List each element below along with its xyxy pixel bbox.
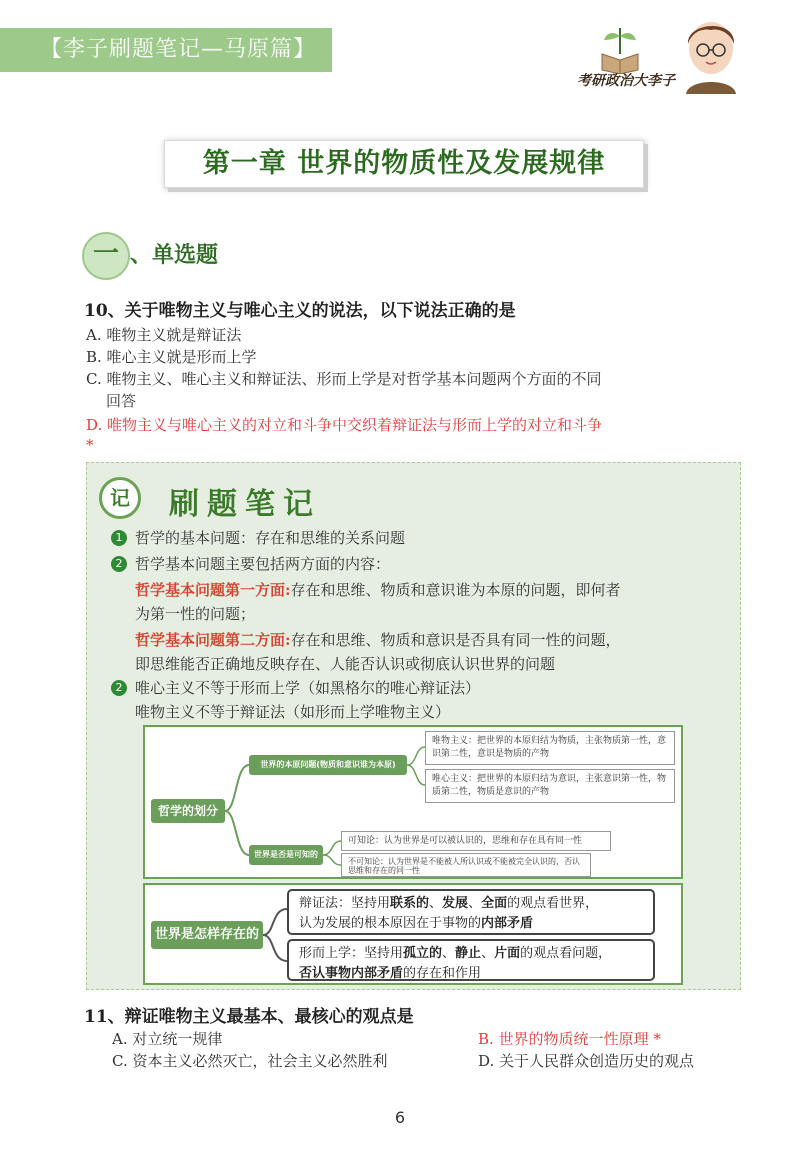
diagram1-leaf-idealism: 唯心主义：把世界的本原归结为意识，主张意识第一性，物质第二性，物质是意识的产物 [425, 769, 675, 803]
question-10-option-c: C. 唯物主义、唯心主义和辩证法、形而上学是对哲学基本问题两个方面的不同 [86, 370, 602, 388]
question-11-option-c: C. 资本主义必然灭亡，社会主义必然胜利 [112, 1052, 388, 1070]
diagram1-root: 哲学的划分 [151, 799, 225, 823]
diagram1-leaf-materialism: 唯物主义：把世界的本原归结为物质，主张物质第一性，意识第二性，意识是物质的产物 [425, 731, 675, 765]
notes-panel [86, 462, 741, 990]
section-title: 、单选题 [130, 243, 219, 268]
question-11-option-b-answer: B. 世界的物质统一性原理 * [478, 1030, 661, 1048]
note-number-icon: 2 [111, 680, 127, 696]
notes-header [95, 469, 395, 523]
note-item-2a-cont: 为第一性的问题； [135, 605, 256, 623]
question-10-option-a: A. 唯物主义就是辩证法 [86, 326, 242, 344]
diagram-philosophy-division [143, 725, 683, 879]
book-sprout-logo-icon [598, 24, 642, 74]
diagram1-leaf-unknowable: 不可知论：认为世界是不能被人所认识或不能被完全认识的，否认思维和存在的同一性 [341, 853, 591, 877]
diagram1-branch-knowability: 世界是否是可知的 [249, 845, 323, 865]
header-tag: 【李子刷题笔记—马原篇】 [0, 28, 332, 72]
question-11-option-a: A. 对立统一规律 [112, 1030, 223, 1048]
question-11-option-d: D. 关于人民群众创造历史的观点 [478, 1052, 695, 1070]
avatar-cartoon-icon [678, 14, 744, 94]
section-number-badge [82, 232, 130, 280]
note-number-icon: 1 [111, 530, 127, 546]
note-item-2b: 哲学基本问题第二方面:存在和思维、物质和意识是否具有同一性的问题， [135, 631, 621, 649]
question-10-option-d-answer: D. 唯物主义与唯心主义的对立和斗争中交织着辩证法与形而上学的对立和斗争 [86, 416, 603, 434]
diagram2-dialectics-box: 辩证法：坚持用联系的、发展、全面的观点看世界， 认为发展的根本原因在于事物的内部矛盾 [287, 889, 655, 935]
notes-title: 刷题笔记 [169, 487, 321, 522]
note-number-icon: 2 [111, 556, 127, 572]
question-10-option-b: B. 唯心主义就是形而上学 [86, 348, 257, 366]
note-item-3-cont: 唯物主义不等于辩证法（如形而上学唯物主义） [135, 703, 451, 721]
question-11-stem: 11、辩证唯物主义最基本、最核心的观点是 [84, 1007, 414, 1027]
chapter-title: 第一章 世界的物质性及发展规律 [202, 148, 606, 179]
diagram1-branch-ontology: 世界的本原问题(物质和意识谁为本原) [249, 755, 407, 775]
brand-text: 考研政治大李子 [577, 73, 675, 89]
diagram-world-existence [143, 883, 683, 985]
answer-star-mark: * [86, 436, 94, 454]
diagram2-metaphysics-box: 形而上学：坚持用孤立的、静止、片面的观点看问题， 否认事物内部矛盾的存在和作用 [287, 939, 655, 981]
notes-badge-icon [99, 477, 141, 519]
chapter-title-box [164, 140, 644, 188]
section-number: 一 [92, 239, 119, 269]
diagram1-leaf-knowable: 可知论：认为世界是可以被认识的，思维和存在具有同一性 [341, 831, 611, 851]
note-item-1: 1 哲学的基本问题：存在和思维的关系问题 [111, 527, 405, 548]
notes-badge-text: 记 [110, 486, 130, 510]
diagram2-root: 世界是怎样存在的 [151, 921, 263, 949]
note-item-2a: 哲学基本问题第一方面:存在和思维、物质和意识谁为本原的问题，即何者 [135, 581, 621, 599]
question-10-option-c-cont: 回答 [106, 392, 137, 410]
note-item-2: 2 哲学基本问题主要包括两方面的内容： [111, 553, 390, 574]
page-number: 6 [394, 1108, 406, 1127]
note-item-2b-cont: 即思维能否正确地反映存在、人能否认识或彻底认识世界的问题 [135, 655, 556, 673]
question-10-stem: 10、关于唯物主义与唯心主义的说法，以下说法正确的是 [84, 301, 516, 321]
note-item-3: 2 唯心主义不等于形而上学（如黑格尔的唯心辩证法） [111, 677, 480, 698]
